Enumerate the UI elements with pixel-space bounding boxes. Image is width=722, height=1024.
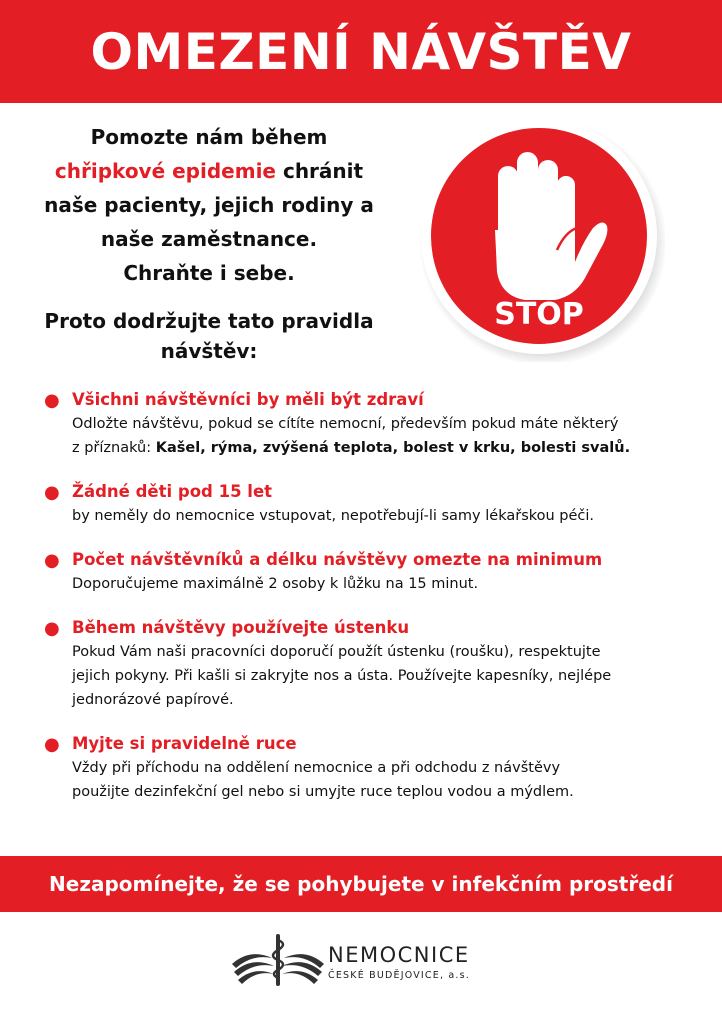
rule-title: Počet návštěvníků a délku návštěvy omezte na minimum — [72, 550, 603, 569]
rule-symptoms: Kašel, rýma, zvýšená teplota, bolest v krku, bolesti svalů. — [155, 440, 631, 456]
intro-line-2 — [14, 154, 404, 188]
rule-body-line: by neměly do nemocnice vstupovat, nepotřebují-li samy lékařskou péči. — [72, 508, 595, 524]
intro-line-3: naše pacienty, jejich rodiny a — [44, 193, 374, 217]
rule-item-handwash — [44, 732, 694, 804]
hospital-logo-icon — [230, 930, 326, 990]
rule-body-line: Vždy při příchodu na oddělení nemocnice a při odchodu z návštěvy — [72, 760, 561, 776]
rule-title: Během návštěvy používejte ústenku — [72, 618, 410, 637]
rules-heading-line-1: Proto dodržujte tato pravidla — [44, 309, 374, 333]
intro-line-4: naše zaměstnance. — [100, 227, 318, 251]
footer-banner — [0, 856, 722, 912]
intro-text — [14, 120, 404, 290]
rules-heading — [14, 306, 404, 366]
intro-line-2-rest: chránit — [276, 159, 364, 183]
rule-item-healthy — [44, 388, 694, 460]
intro-accent: chřipkové epidemie — [54, 159, 276, 183]
rule-body-line: Doporučujeme maximálně 2 osoby k lůžku na 15 minut. — [72, 576, 479, 592]
stop-hand-icon — [415, 112, 665, 362]
rules-heading-line-2: návštěv: — [160, 339, 258, 363]
footer-text: Nezapomínejte, že se pohybujete v infekčním prostředí — [49, 872, 673, 896]
rule-body-line: jednorázové papírové. — [72, 692, 234, 708]
rule-body-line: jejich pokyny. Při kašli si zakryjte nos a ústa. Používejte kapesníky, nejlépe — [72, 668, 612, 684]
rule-title: Všichni návštěvníci by měli být zdraví — [72, 390, 424, 409]
rules-list — [44, 388, 694, 824]
rule-title: Myjte si pravidelně ruce — [72, 734, 297, 753]
logo-subtitle: ČESKÉ BUDĚJOVICE, a.s. — [328, 970, 471, 981]
rule-title: Žádné děti pod 15 let — [72, 482, 273, 501]
bullet-icon: ● — [44, 482, 60, 503]
intro-line-5: Chraňte i sebe. — [123, 261, 295, 285]
rule-item-children — [44, 480, 694, 528]
page-title: OMEZENÍ NÁVŠTĚV — [90, 22, 632, 81]
intro-line-1: Pomozte nám během — [90, 125, 328, 149]
rule-body-line: Odložte návštěvu, pokud se cítíte nemocní, především pokud máte některý — [72, 416, 619, 432]
bullet-icon: ● — [44, 550, 60, 571]
rule-body-prefix: z příznaků: — [72, 440, 156, 456]
logo-name: NEMOCNICE — [328, 943, 470, 967]
rule-item-limit — [44, 548, 694, 596]
rule-body-line — [72, 436, 694, 460]
bullet-icon: ● — [44, 618, 60, 639]
header-banner — [0, 0, 722, 103]
hospital-logo — [230, 930, 500, 990]
rule-body-line: Pokud Vám naši pracovníci doporučí použít ústenku (roušku), respektujte — [72, 644, 601, 660]
rule-body-line: použijte dezinfekční gel nebo si umyjte ruce teplou vodou a mýdlem. — [72, 784, 574, 800]
rule-item-mask — [44, 616, 694, 712]
stop-label: STOP — [494, 297, 584, 332]
bullet-icon: ● — [44, 734, 60, 755]
bullet-icon: ● — [44, 390, 60, 411]
